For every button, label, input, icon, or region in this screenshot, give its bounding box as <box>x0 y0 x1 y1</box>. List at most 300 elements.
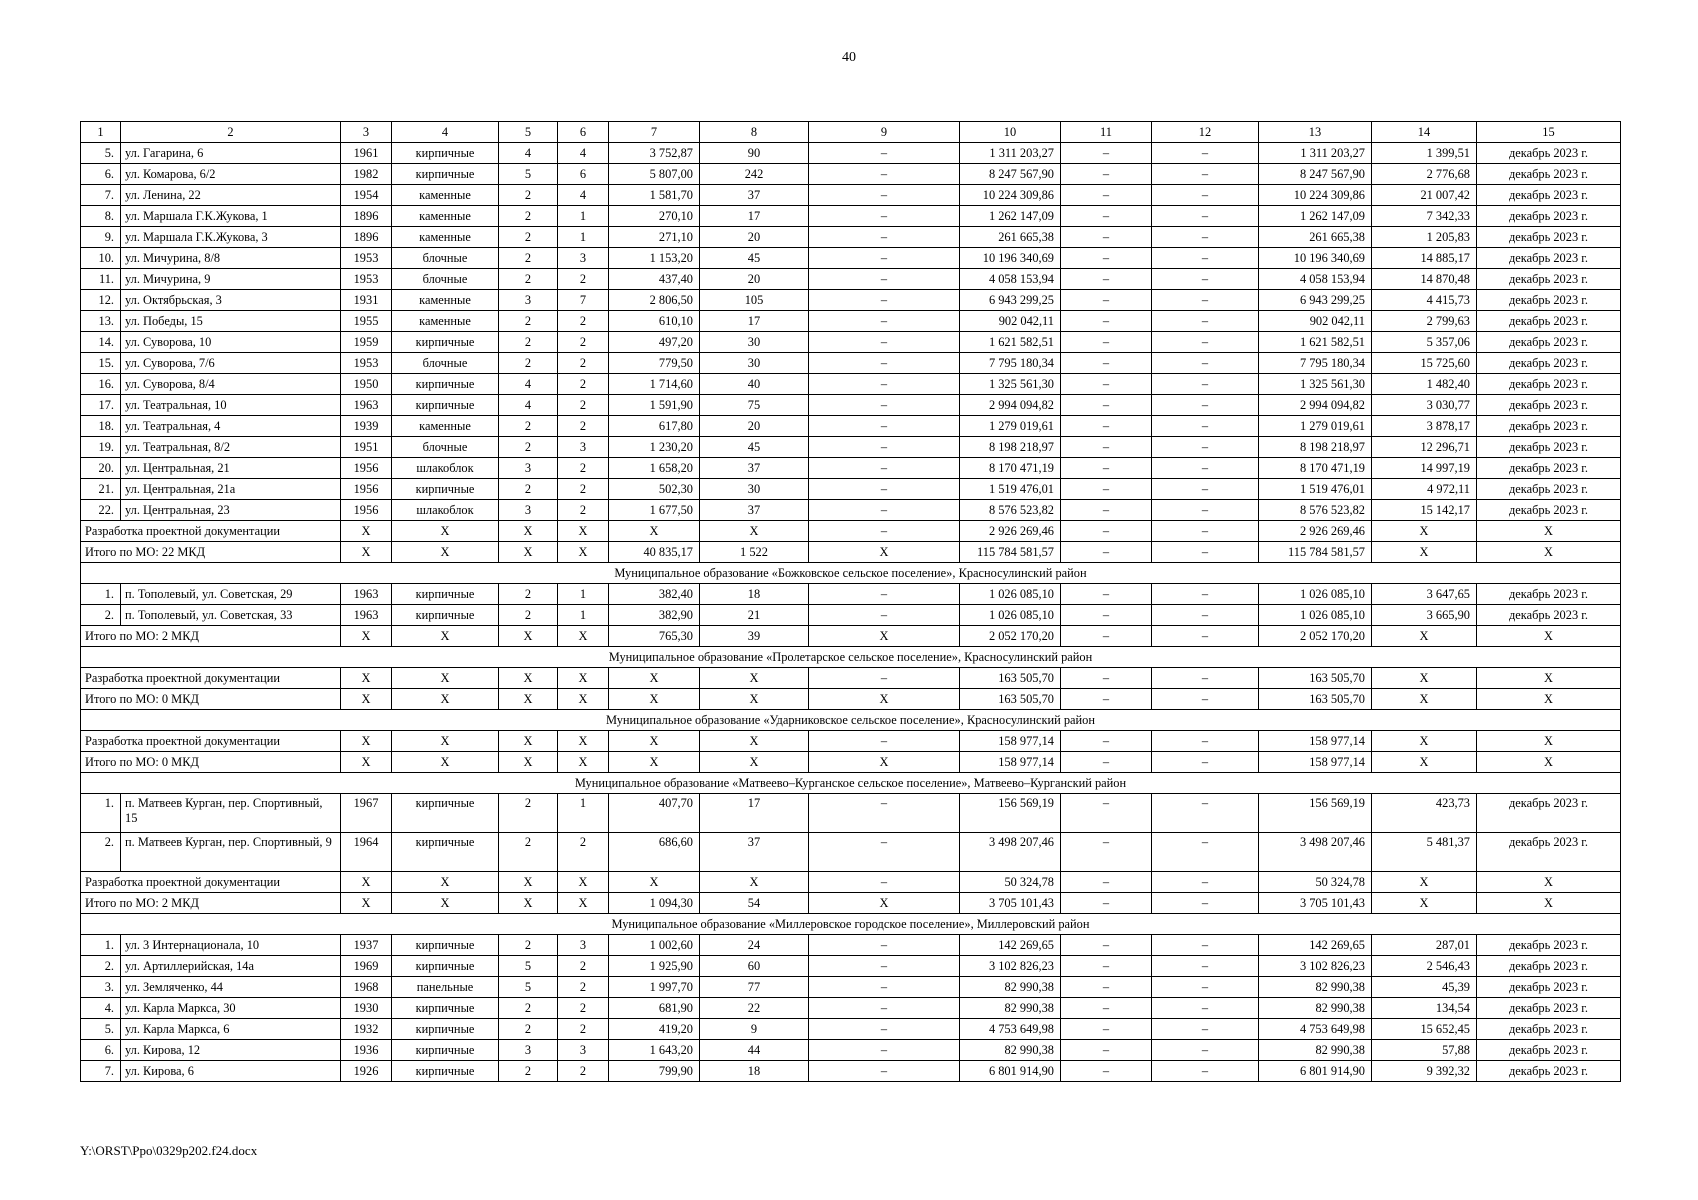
summary-cell: X <box>392 689 499 710</box>
table-cell: 8 170 471,19 <box>1259 458 1372 479</box>
table-cell: – <box>1152 977 1259 998</box>
table-cell: 2 <box>499 353 558 374</box>
table-cell: 1 026 085,10 <box>1259 584 1372 605</box>
column-number-11: 11 <box>1061 122 1152 143</box>
summary-cell: – <box>1061 521 1152 542</box>
table-cell: – <box>1152 227 1259 248</box>
table-cell: 2 <box>499 605 558 626</box>
summary-cell: X <box>809 626 960 647</box>
table-cell: 497,20 <box>609 332 700 353</box>
table-cell: – <box>1061 437 1152 458</box>
table-cell: – <box>1061 416 1152 437</box>
row-number: 17. <box>81 395 121 416</box>
table-cell: декабрь 2023 г. <box>1477 479 1621 500</box>
table-cell: 3 102 826,23 <box>960 956 1061 977</box>
table-cell: 4 <box>558 143 609 164</box>
table-cell: 271,10 <box>609 227 700 248</box>
summary-cell: X <box>499 542 558 563</box>
table-row <box>81 605 1621 626</box>
summary-cell: 163 505,70 <box>1259 668 1372 689</box>
table-cell: 3 <box>558 437 609 458</box>
table-cell: 77 <box>700 977 809 998</box>
table-cell: – <box>1061 374 1152 395</box>
table-cell: 3 <box>499 458 558 479</box>
section-header-row <box>81 563 1621 584</box>
summary-cell: X <box>558 521 609 542</box>
housing-repair-table <box>80 121 1621 1082</box>
table-row <box>81 206 1621 227</box>
table-cell: блочные <box>392 248 499 269</box>
summary-cell: 54 <box>700 893 809 914</box>
table-row <box>81 185 1621 206</box>
table-cell: – <box>1061 227 1152 248</box>
column-number-row <box>81 122 1621 143</box>
column-number-12: 12 <box>1152 122 1259 143</box>
table-cell: кирпичные <box>392 479 499 500</box>
table-cell: – <box>809 353 960 374</box>
table-cell: 1 925,90 <box>609 956 700 977</box>
address-cell: п. Матвеев Курган, пер. Спортивный, 9 <box>121 833 341 872</box>
table-cell: – <box>1061 290 1152 311</box>
table-cell: кирпичные <box>392 143 499 164</box>
summary-row <box>81 626 1621 647</box>
table-cell: каменные <box>392 227 499 248</box>
table-cell: 7 342,33 <box>1372 206 1477 227</box>
table-cell: 142 269,65 <box>960 935 1061 956</box>
table-cell: блочные <box>392 353 499 374</box>
table-cell: 1955 <box>341 311 392 332</box>
summary-cell: X <box>558 542 609 563</box>
row-number: 20. <box>81 458 121 479</box>
table-cell: – <box>1152 605 1259 626</box>
table-row <box>81 395 1621 416</box>
summary-cell: 1 094,30 <box>609 893 700 914</box>
table-cell: кирпичные <box>392 332 499 353</box>
row-number: 7. <box>81 1061 121 1082</box>
column-number-14: 14 <box>1372 122 1477 143</box>
table-row <box>81 833 1621 872</box>
table-cell: декабрь 2023 г. <box>1477 311 1621 332</box>
table-row <box>81 332 1621 353</box>
table-cell: – <box>1061 185 1152 206</box>
table-cell: 1982 <box>341 164 392 185</box>
row-number: 4. <box>81 998 121 1019</box>
summary-row <box>81 872 1621 893</box>
summary-label: Итого по МО: 2 МКД <box>81 626 341 647</box>
row-number: 9. <box>81 227 121 248</box>
table-cell: 37 <box>700 500 809 521</box>
table-cell: 4 058 153,94 <box>960 269 1061 290</box>
row-number: 13. <box>81 311 121 332</box>
summary-cell: X <box>809 542 960 563</box>
summary-cell: X <box>392 542 499 563</box>
table-cell: 20 <box>700 269 809 290</box>
summary-cell: X <box>1372 542 1477 563</box>
table-cell: кирпичные <box>392 794 499 833</box>
summary-cell: X <box>700 872 809 893</box>
table-cell: 7 795 180,34 <box>960 353 1061 374</box>
table-cell: 1939 <box>341 416 392 437</box>
table-cell: кирпичные <box>392 833 499 872</box>
table-cell: 14 997,19 <box>1372 458 1477 479</box>
table-cell: – <box>1061 311 1152 332</box>
table-cell: 1 658,20 <box>609 458 700 479</box>
table-cell: 2 <box>558 458 609 479</box>
table-cell: 2 <box>558 500 609 521</box>
table-cell: 2 <box>499 332 558 353</box>
table-cell: 156 569,19 <box>1259 794 1372 833</box>
municipality-title: Муниципальное образование «Божковское сельское поселение», Красносулинский район <box>81 563 1621 584</box>
table-cell: кирпичные <box>392 605 499 626</box>
table-cell: – <box>809 206 960 227</box>
address-cell: ул. Центральная, 21а <box>121 479 341 500</box>
table-cell: 15 142,17 <box>1372 500 1477 521</box>
table-cell: 2 <box>558 353 609 374</box>
summary-cell: – <box>1152 521 1259 542</box>
summary-cell: – <box>1152 626 1259 647</box>
table-cell: 2 <box>558 269 609 290</box>
table-cell: 419,20 <box>609 1019 700 1040</box>
table-cell: 18 <box>700 1061 809 1082</box>
summary-cell: 2 052 170,20 <box>960 626 1061 647</box>
table-cell: 1959 <box>341 332 392 353</box>
address-cell: ул. Маршала Г.К.Жукова, 1 <box>121 206 341 227</box>
table-cell: каменные <box>392 416 499 437</box>
table-cell: 2 <box>558 1019 609 1040</box>
summary-cell: X <box>609 521 700 542</box>
table-cell: 82 990,38 <box>1259 977 1372 998</box>
table-cell: 2 <box>499 311 558 332</box>
table-cell: 4 058 153,94 <box>1259 269 1372 290</box>
summary-cell: X <box>341 731 392 752</box>
table-cell: 2 <box>499 269 558 290</box>
column-number-15: 15 <box>1477 122 1621 143</box>
table-cell: – <box>1061 833 1152 872</box>
table-cell: – <box>809 185 960 206</box>
table-cell: 3 030,77 <box>1372 395 1477 416</box>
table-cell: 1896 <box>341 227 392 248</box>
table-cell: 1 153,20 <box>609 248 700 269</box>
summary-cell: X <box>392 626 499 647</box>
table-cell: 20 <box>700 416 809 437</box>
table-cell: – <box>1152 935 1259 956</box>
summary-cell: X <box>1477 872 1621 893</box>
table-cell: – <box>1061 1019 1152 1040</box>
table-cell: 1 621 582,51 <box>960 332 1061 353</box>
summary-cell: X <box>1372 521 1477 542</box>
table-cell: – <box>809 227 960 248</box>
address-cell: ул. Мичурина, 8/8 <box>121 248 341 269</box>
table-cell: декабрь 2023 г. <box>1477 164 1621 185</box>
table-cell: 5 807,00 <box>609 164 700 185</box>
summary-cell: – <box>1061 542 1152 563</box>
table-cell: 1 997,70 <box>609 977 700 998</box>
summary-cell: – <box>809 872 960 893</box>
table-cell: кирпичные <box>392 584 499 605</box>
row-number: 8. <box>81 206 121 227</box>
table-cell: 2 799,63 <box>1372 311 1477 332</box>
table-cell: 1 279 019,61 <box>1259 416 1372 437</box>
table-row <box>81 935 1621 956</box>
table-cell: 437,40 <box>609 269 700 290</box>
table-cell: – <box>1152 998 1259 1019</box>
table-cell: 10 196 340,69 <box>960 248 1061 269</box>
table-cell: 2 776,68 <box>1372 164 1477 185</box>
table-cell: 21 <box>700 605 809 626</box>
table-cell: – <box>1152 437 1259 458</box>
summary-cell: X <box>499 521 558 542</box>
summary-cell: – <box>1152 668 1259 689</box>
table-cell: 1964 <box>341 833 392 872</box>
table-cell: – <box>1061 584 1152 605</box>
summary-cell: X <box>609 752 700 773</box>
table-cell: 45 <box>700 248 809 269</box>
table-cell: 2 <box>499 479 558 500</box>
table-row <box>81 998 1621 1019</box>
summary-cell: X <box>1372 893 1477 914</box>
table-cell: 5 <box>499 956 558 977</box>
summary-cell: X <box>700 668 809 689</box>
table-cell: 1950 <box>341 374 392 395</box>
table-cell: 1956 <box>341 479 392 500</box>
table-cell: – <box>1152 1019 1259 1040</box>
table-cell: 2 <box>558 416 609 437</box>
summary-cell: X <box>1477 893 1621 914</box>
row-number: 2. <box>81 833 121 872</box>
address-cell: ул. Мичурина, 9 <box>121 269 341 290</box>
table-cell: 3 <box>558 935 609 956</box>
table-cell: 1 230,20 <box>609 437 700 458</box>
table-cell: 5 481,37 <box>1372 833 1477 872</box>
table-cell: – <box>1152 500 1259 521</box>
table-cell: 17 <box>700 311 809 332</box>
table-cell: 3 752,87 <box>609 143 700 164</box>
table-cell: 2 <box>499 416 558 437</box>
summary-cell: – <box>1061 689 1152 710</box>
table-cell: 3 <box>558 248 609 269</box>
table-cell: 6 943 299,25 <box>1259 290 1372 311</box>
table-cell: – <box>809 584 960 605</box>
table-cell: – <box>809 479 960 500</box>
table-cell: 1953 <box>341 248 392 269</box>
column-number-5: 5 <box>499 122 558 143</box>
table-cell: 2 <box>499 1019 558 1040</box>
table-cell: 1961 <box>341 143 392 164</box>
table-cell: 1956 <box>341 458 392 479</box>
table-cell: кирпичные <box>392 1061 499 1082</box>
table-row <box>81 1040 1621 1061</box>
summary-cell: X <box>558 752 609 773</box>
summary-cell: X <box>341 521 392 542</box>
table-cell: 3 498 207,46 <box>1259 833 1372 872</box>
table-cell: 1 325 561,30 <box>960 374 1061 395</box>
table-cell: декабрь 2023 г. <box>1477 437 1621 458</box>
table-cell: – <box>1152 185 1259 206</box>
table-cell: 90 <box>700 143 809 164</box>
row-number: 7. <box>81 185 121 206</box>
table-cell: декабрь 2023 г. <box>1477 185 1621 206</box>
table-cell: 423,73 <box>1372 794 1477 833</box>
table-cell: – <box>1061 935 1152 956</box>
summary-cell: X <box>392 893 499 914</box>
summary-cell: – <box>809 521 960 542</box>
summary-cell: X <box>609 731 700 752</box>
summary-cell: 115 784 581,57 <box>960 542 1061 563</box>
table-cell: 6 943 299,25 <box>960 290 1061 311</box>
table-cell: 4 753 649,98 <box>1259 1019 1372 1040</box>
summary-cell: X <box>1477 752 1621 773</box>
table-cell: 156 569,19 <box>960 794 1061 833</box>
table-cell: – <box>1061 164 1152 185</box>
summary-cell: X <box>1477 542 1621 563</box>
table-cell: 1 002,60 <box>609 935 700 956</box>
table-cell: 610,10 <box>609 311 700 332</box>
table-cell: 4 415,73 <box>1372 290 1477 311</box>
table-cell: декабрь 2023 г. <box>1477 998 1621 1019</box>
table-cell: – <box>1152 1040 1259 1061</box>
summary-cell: X <box>1477 689 1621 710</box>
summary-cell: X <box>700 521 809 542</box>
table-cell: – <box>1061 206 1152 227</box>
summary-cell: X <box>499 752 558 773</box>
table-row <box>81 374 1621 395</box>
table-row <box>81 584 1621 605</box>
table-cell: декабрь 2023 г. <box>1477 290 1621 311</box>
table-cell: 1 311 203,27 <box>960 143 1061 164</box>
table-cell: 14 870,48 <box>1372 269 1477 290</box>
table-row <box>81 269 1621 290</box>
summary-cell: 115 784 581,57 <box>1259 542 1372 563</box>
table-cell: шлакоблок <box>392 500 499 521</box>
row-number: 12. <box>81 290 121 311</box>
table-cell: 14 885,17 <box>1372 248 1477 269</box>
table-cell: 15 725,60 <box>1372 353 1477 374</box>
address-cell: ул. Гагарина, 6 <box>121 143 341 164</box>
address-cell: ул. Карла Маркса, 30 <box>121 998 341 1019</box>
address-cell: ул. Маршала Г.К.Жукова, 3 <box>121 227 341 248</box>
table-cell: 1 <box>558 605 609 626</box>
table-cell: 2 806,50 <box>609 290 700 311</box>
table-cell: – <box>1152 353 1259 374</box>
table-cell: 1963 <box>341 395 392 416</box>
summary-row <box>81 542 1621 563</box>
table-cell: 1932 <box>341 1019 392 1040</box>
summary-cell: 3 705 101,43 <box>1259 893 1372 914</box>
summary-cell: X <box>700 689 809 710</box>
table-cell: 17 <box>700 206 809 227</box>
footer-file-path: Y:\ORST\Ppo\0329p202.f24.docx <box>80 1143 258 1158</box>
section-header-row <box>81 710 1621 731</box>
summary-cell: 50 324,78 <box>1259 872 1372 893</box>
table-cell: 8 198 218,97 <box>960 437 1061 458</box>
summary-cell: X <box>341 689 392 710</box>
summary-cell: X <box>1477 626 1621 647</box>
row-number: 11. <box>81 269 121 290</box>
table-cell: 75 <box>700 395 809 416</box>
table-cell: – <box>1152 248 1259 269</box>
address-cell: ул. Центральная, 21 <box>121 458 341 479</box>
address-cell: ул. Кирова, 6 <box>121 1061 341 1082</box>
table-cell: декабрь 2023 г. <box>1477 416 1621 437</box>
table-cell: 681,90 <box>609 998 700 1019</box>
table-cell: декабрь 2023 г. <box>1477 143 1621 164</box>
summary-cell: X <box>809 893 960 914</box>
summary-cell: X <box>499 893 558 914</box>
summary-cell: X <box>1477 731 1621 752</box>
table-cell: 1963 <box>341 605 392 626</box>
summary-row <box>81 731 1621 752</box>
table-cell: 407,70 <box>609 794 700 833</box>
table-cell: 1936 <box>341 1040 392 1061</box>
summary-cell: X <box>341 626 392 647</box>
table-cell: 1 519 476,01 <box>960 479 1061 500</box>
table-cell: 24 <box>700 935 809 956</box>
summary-cell: X <box>392 668 499 689</box>
table-cell: 1 621 582,51 <box>1259 332 1372 353</box>
table-cell: 902 042,11 <box>1259 311 1372 332</box>
table-cell: 9 392,32 <box>1372 1061 1477 1082</box>
row-number: 1. <box>81 794 121 833</box>
summary-cell: X <box>1372 626 1477 647</box>
table-row <box>81 353 1621 374</box>
summary-cell: X <box>392 872 499 893</box>
row-number: 5. <box>81 143 121 164</box>
table-cell: 105 <box>700 290 809 311</box>
table-cell: декабрь 2023 г. <box>1477 500 1621 521</box>
table-cell: каменные <box>392 185 499 206</box>
table-row <box>81 227 1621 248</box>
summary-label: Итого по МО: 0 МКД <box>81 689 341 710</box>
summary-label: Разработка проектной документации <box>81 668 341 689</box>
table-cell: 2 994 094,82 <box>960 395 1061 416</box>
summary-row <box>81 668 1621 689</box>
summary-cell: X <box>609 872 700 893</box>
column-number-2: 2 <box>121 122 341 143</box>
table-cell: кирпичные <box>392 956 499 977</box>
table-cell: 799,90 <box>609 1061 700 1082</box>
table-cell: блочные <box>392 269 499 290</box>
table-cell: декабрь 2023 г. <box>1477 794 1621 833</box>
summary-cell: – <box>809 731 960 752</box>
summary-label: Разработка проектной документации <box>81 731 341 752</box>
table-cell: 142 269,65 <box>1259 935 1372 956</box>
table-cell: 2 <box>499 998 558 1019</box>
summary-cell: 158 977,14 <box>960 731 1061 752</box>
section-header-row <box>81 647 1621 668</box>
summary-cell: X <box>341 872 392 893</box>
table-cell: – <box>1061 500 1152 521</box>
table-cell: 1 581,70 <box>609 185 700 206</box>
summary-cell: 2 052 170,20 <box>1259 626 1372 647</box>
table-cell: 3 878,17 <box>1372 416 1477 437</box>
table-cell: 2 <box>499 437 558 458</box>
table-cell: декабрь 2023 г. <box>1477 935 1621 956</box>
table-cell: – <box>1061 977 1152 998</box>
table-cell: 1896 <box>341 206 392 227</box>
table-cell: 82 990,38 <box>1259 998 1372 1019</box>
table-cell: – <box>809 374 960 395</box>
table-cell: 1 325 561,30 <box>1259 374 1372 395</box>
summary-cell: 765,30 <box>609 626 700 647</box>
table-cell: декабрь 2023 г. <box>1477 977 1621 998</box>
table-cell: – <box>809 290 960 311</box>
table-cell: 2 994 094,82 <box>1259 395 1372 416</box>
summary-cell: X <box>392 752 499 773</box>
table-cell: 4 972,11 <box>1372 479 1477 500</box>
table-cell: 1953 <box>341 269 392 290</box>
table-cell: 7 795 180,34 <box>1259 353 1372 374</box>
table-cell: 1 591,90 <box>609 395 700 416</box>
